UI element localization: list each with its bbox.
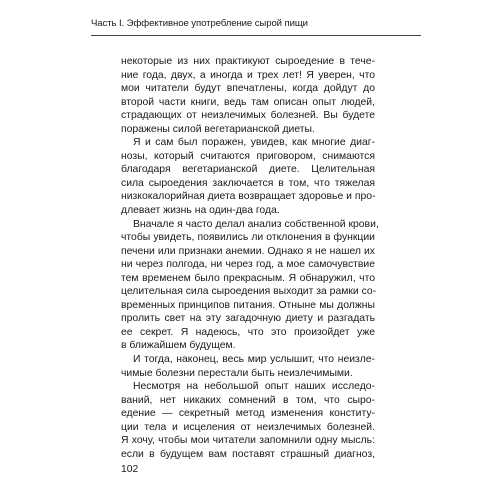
text-line: печени или признаки анемии. Однако я не нашел их xyxy=(121,245,375,257)
text-line: второй части книги, ведь там описан опыт людей, xyxy=(121,96,375,108)
text-line: поражены силой вегетарианской диеты. xyxy=(121,123,315,135)
text-line: низкокалорийная диета возвращает здоровье и про- xyxy=(121,191,376,203)
text-line: ции тела и исцеления от неизлечимых болезней. xyxy=(121,421,375,433)
text-line: благодаря вегетарианской диете. Целительная xyxy=(121,164,375,176)
text-line: ваний, нет никаких сомнений в том, что сыро- xyxy=(121,394,375,406)
text-line: Я хочу, чтобы мои читатели запомнили одну мысль: xyxy=(121,435,375,447)
text-line: И тогда, наконец, весь мир услышит, что неизле- xyxy=(133,354,375,366)
text-line: ее секрет. Я надеюсь, что это произойдет уже xyxy=(121,326,375,338)
text-line: длевает жизнь на один-два года. xyxy=(121,205,280,217)
text-line: нозы, который считаются приговором, снимаются xyxy=(121,150,375,162)
text-line: целительная сила сыроедения выходит за рамки со- xyxy=(121,286,377,298)
text-line: Вначале я часто делал анализ собственной крови, xyxy=(133,218,379,230)
page-number: 102 xyxy=(121,464,139,475)
text-line: ни через полгода, ни через год, а мое самочувствие xyxy=(121,259,375,271)
text-line: тем временем было прекрасным. Я обнаружил, что xyxy=(121,272,375,284)
text-line: чимые болезни перестали быть неизлечимыми. xyxy=(121,367,353,379)
body-text xyxy=(121,55,379,461)
text-line: некоторые из них практикуют сыроедение в тече- xyxy=(121,56,375,67)
text-line: в ближайшем будущем. xyxy=(121,340,236,352)
text-line: временных принципов питания. Отныне мы должны xyxy=(121,299,375,311)
text-line: сила сыроедения заключается в том, что тяжелая xyxy=(121,177,375,189)
text-line: Я и сам был поражен, увидев, как многие диаг- xyxy=(133,137,375,149)
text-line: мои читатели будут впечатлены, когда дойдут до xyxy=(121,83,375,95)
text-line: Несмотря на небольшой опыт наших исследо- xyxy=(133,381,375,393)
running-header: Часть I. Эффективное употребление сырой пищи xyxy=(91,18,421,36)
text-line: едение — секретный метод изменения конститу- xyxy=(121,408,375,420)
text-line: страдающих от неизлечимых болезней. Вы будете xyxy=(121,110,375,122)
text-line: пролить свет на эту загадочную диету и разгадать xyxy=(121,313,375,325)
text-line: чтобы увидеть, появились ли отклонения в функции xyxy=(121,232,375,244)
text-line: ние года, двух, а иногда и трех лет! Я уверен, что xyxy=(121,69,375,81)
text-line: если в будущем вам поставят страшный диагноз, xyxy=(121,448,375,460)
